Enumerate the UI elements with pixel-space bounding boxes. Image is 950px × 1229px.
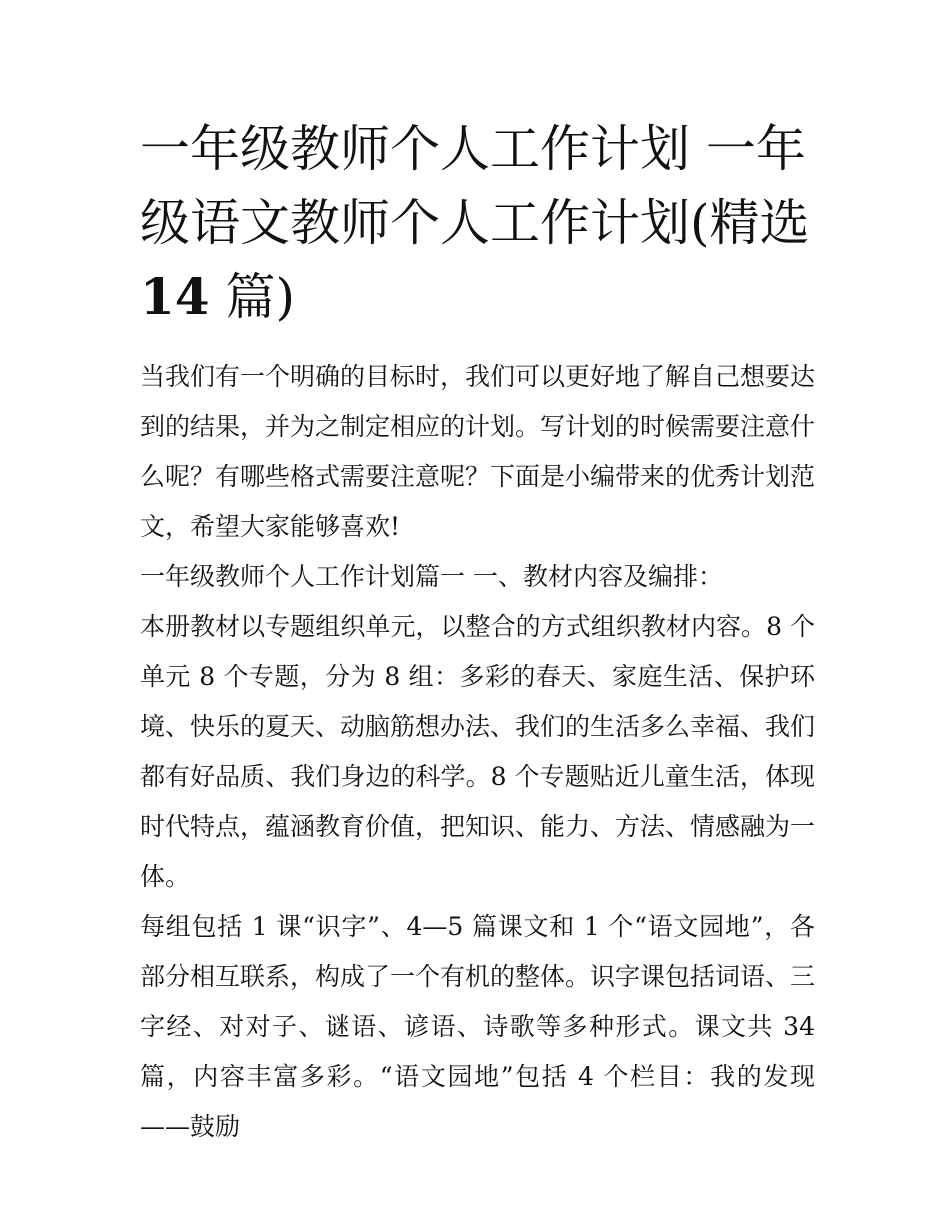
section-heading: 一年级教师个人工作计划篇一 一、教材内容及编排： — [140, 562, 723, 591]
document-title — [140, 112, 815, 334]
title-number: 14 — [140, 267, 210, 326]
title-suffix: 篇) — [209, 268, 295, 326]
title-text: 一年级教师个人工作计划 一年级语文教师个人工作计划(精选 — [140, 120, 810, 252]
document-content — [140, 112, 815, 1152]
intro-paragraph: 当我们有一个明确的目标时，我们可以更好地了解自己想要达到的结果，并为之制定相应的计划。写计划的时候需要注意什么呢？有哪些格式需要注意呢？下面是小编带来的优秀计划范文，希望大家能够喜欢! — [140, 362, 816, 541]
body-paragraph: 每组包括 1 课“识字”、4—5 篇课文和 1 个“语文园地”，各部分相互联系，构成了一个有机的整体。识字课包括词语、三字经、对对子、谜语、谚语、诗歌等多种形式。课文共 34 篇，内容丰富多彩。“语文园地”包括 4 个栏目：我的发现——鼓励 — [140, 912, 816, 1141]
body-paragraph: 本册教材以专题组织单元，以整合的方式组织教材内容。8 个单元 8 个专题，分为 8 组：多彩的春天、家庭生活、保护环境、快乐的夏天、动脑筋想办法、我们的生活多么幸福、我们都有好品质、我们身边的科学。8 个专题贴近儿童生活，体现时代特点，蕴涵教育价值，把知识、能力、方法、情感融为一体。 — [140, 612, 816, 891]
